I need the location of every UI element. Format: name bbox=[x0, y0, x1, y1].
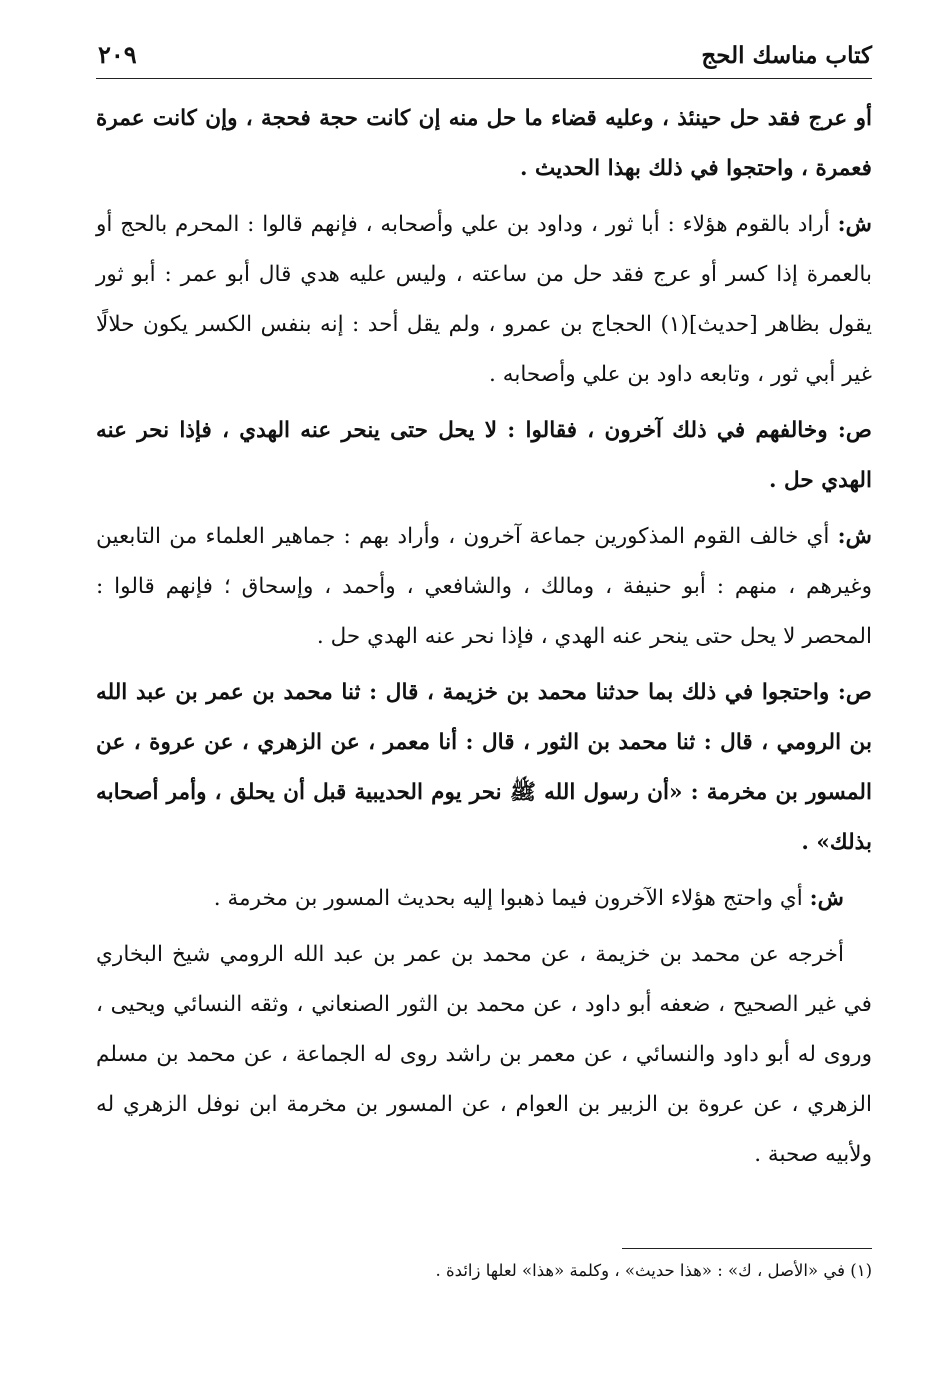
footnote: (١) في «الأصل ، ك» : «هذا حديث» ، وكلمة «هذا» لعلها زائدة . bbox=[435, 1261, 872, 1280]
sharh-marker: ش: bbox=[809, 886, 844, 911]
paragraph-6 bbox=[96, 874, 872, 924]
paragraph-2-text: أراد بالقوم هؤلاء : أبا ثور ، وداود بن علي وأصحابه ، فإنهم قالوا : المحرم بالحج أو بالعمرة إذا كسر أو عرج فقد حل من ساعته ، وليس عليه هدي قال أبو عمر : أبو ثور يقول بظاهر [حديث](١) الحجاج بن عمرو ، ولم يقل أحد : إنه بنفس الكسر يكون حلالًا غير أبي ثور ، وتابعه داود بن علي وأصحابه . bbox=[96, 212, 872, 387]
paragraph-3 bbox=[96, 406, 872, 506]
paragraph-3-text: وخالفهم في ذلك آخرون ، فقالوا : لا يحل حتى ينحر عنه الهدي ، فإذا نحر عنه الهدي حل . bbox=[96, 418, 872, 493]
sharh-marker: ش: bbox=[837, 524, 872, 549]
footnote-divider bbox=[622, 1248, 872, 1249]
paragraph-7: أخرجه عن محمد بن خزيمة ، عن محمد بن عمر بن عبد الله الرومي شيخ البخاري في غير الصحيح ، ضعفه أبو داود ، عن محمد بن الثور الصنعاني ، وثقه النسائي ويحيى ، وروى له أبو داود والنسائي ، عن معمر بن راشد روى له الجماعة ، عن محمد بن مسلم الزهري ، عن عروة بن الزبير بن العوام ، عن المسور بن مخرمة ابن نوفل الزهري له ولأبيه صحبة . bbox=[96, 942, 872, 1167]
paragraph-5 bbox=[96, 668, 872, 868]
page-header bbox=[96, 38, 872, 79]
paragraph-1: أو عرج فقد حل حينئذ ، وعليه قضاء ما حل منه إن كانت حجة فحجة ، وإن كانت عمرة فعمرة ، واحتجوا في ذلك بهذا الحديث . bbox=[96, 106, 872, 181]
matn-marker: ص: bbox=[837, 680, 872, 705]
paragraph-4-text: أي خالف القوم المذكورين جماعة آخرون ، وأراد بهم : جماهير العلماء من التابعين وغيرهم ، منهم : أبو حنيفة ، ومالك ، والشافعي ، وأحمد ، وإسحاق ؛ فإنهم قالوا : المحصر لا يحل حتى ينحر عنه الهدي ، فإذا نحر عنه الهدي حل . bbox=[96, 524, 872, 649]
paragraph-4 bbox=[96, 512, 872, 662]
paragraph-6-text: أي واحتج هؤلاء الآخرون فيما ذهبوا إليه بحديث المسور بن مخرمة . bbox=[213, 886, 803, 911]
matn-marker: ص: bbox=[837, 418, 872, 443]
body-text bbox=[96, 94, 872, 1186]
running-title: كتاب مناسك الحج bbox=[701, 42, 872, 69]
paragraph-5-text: واحتجوا في ذلك بما حدثنا محمد بن خزيمة ، قال : ثنا محمد بن عمر بن عبد الله بن الرومي ، قال : ثنا محمد بن الثور ، قال : أنا معمر ، عن الزهري ، عن عروة ، عن المسور بن مخرمة : «أن رسول الله ﷺ نحر يوم الحديبية قبل أن يحلق ، وأمر أصحابه بذلك» . bbox=[96, 680, 872, 855]
sharh-marker: ش: bbox=[837, 212, 872, 237]
book-page bbox=[96, 38, 872, 1358]
paragraph-2 bbox=[96, 200, 872, 400]
page-number: ٢٠٩ bbox=[98, 40, 137, 69]
